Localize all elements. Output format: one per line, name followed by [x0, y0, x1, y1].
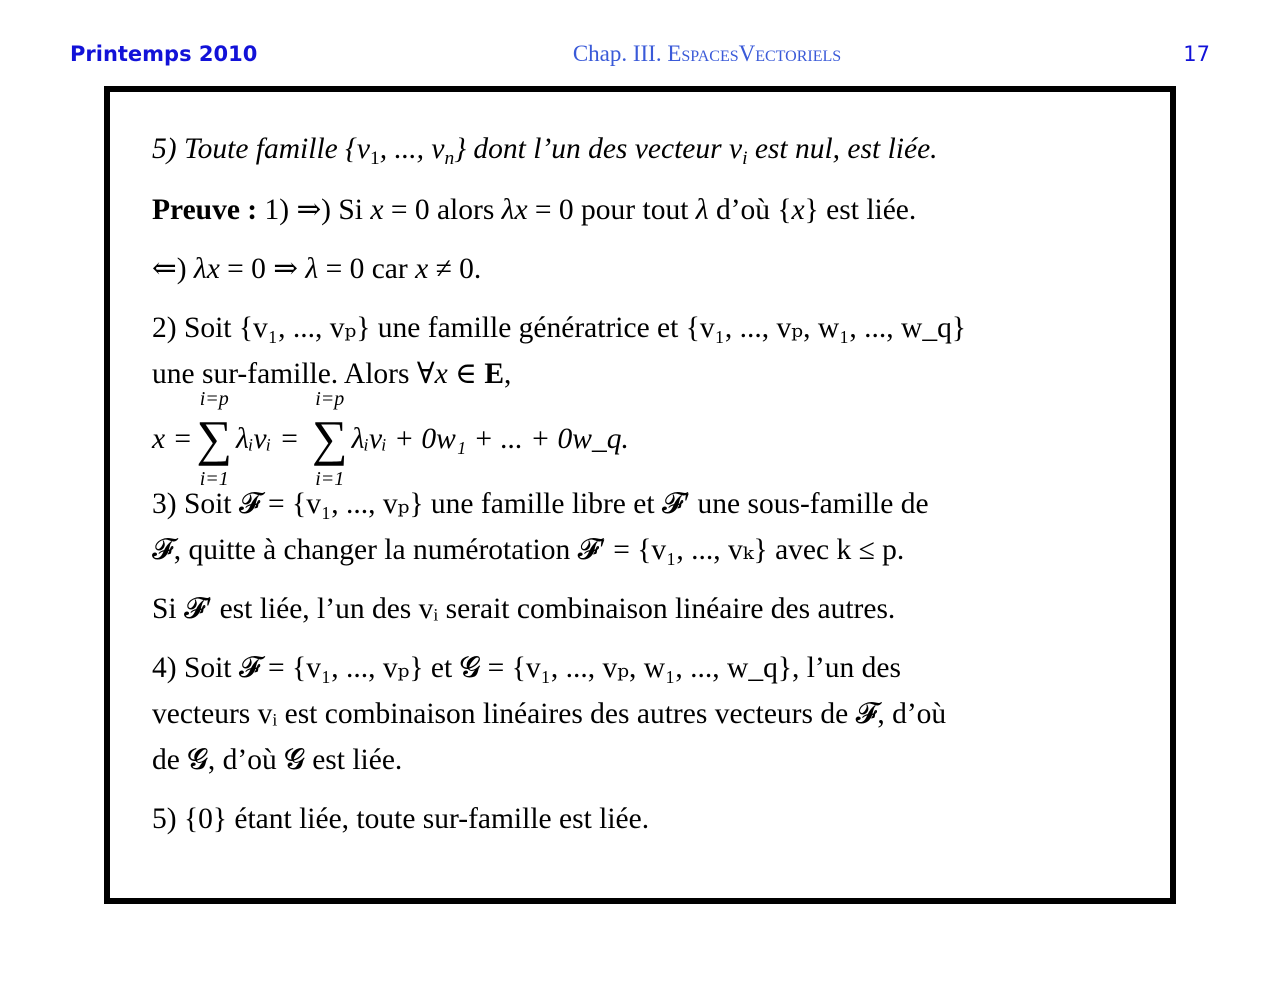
proof-part-1: Preuve : 1) ⇒) Si x = 0 alors λx = 0 pour tout λ d’où {x} est liée. — [152, 194, 917, 226]
sum-operator-1: i=p ∑ i=1 — [196, 388, 233, 490]
page-number: 17 — [1183, 42, 1210, 66]
proof-part-3: 3) Soit 𝓕 = {v₁, ..., vₚ} une famille libre et 𝓕′ une sous-famille de 𝓕, quitte à changer la numérotation 𝓕′ = {v₁, ..., vₖ} avec k ≤ p. — [152, 488, 929, 566]
header-date: Printemps 2010 — [70, 42, 258, 66]
proof-part-3-conclusion: Si 𝓕′ est liée, l’un des vᵢ serait combinaison linéaire des autres. — [152, 593, 896, 625]
proof-part-1-converse: ⇐) λx = 0 ⇒ λ = 0 car x ≠ 0. — [152, 253, 482, 285]
proof-label: Preuve : — [152, 194, 258, 226]
slide-header — [0, 38, 1280, 72]
sum-operator-2: i=p ∑ i=1 — [311, 388, 348, 490]
proof-content — [152, 126, 1140, 855]
sum-equation: x = i=p ∑ i=1 λᵢvᵢ = i=p ∑ i=1 λᵢvᵢ + 0w₁ + ... + 0w_q. — [152, 388, 629, 490]
header-chapter-title: Chap. III. EspacesVectoriels — [572, 41, 842, 66]
claim-5: 5) Toute famille {$v_1$, ..., $v_n$} dont l’un des vecteur $v_i$ est nul, est liée. — [152, 133, 938, 170]
proof-part-4: 4) Soit 𝓕 = {v₁, ..., vₚ} et 𝓖 = {v₁, ..., vₚ, w₁, ..., w_q}, l’un des vecteurs vᵢ est combinaison linéaires des autres vecteurs de 𝓕, d’où de 𝓖, d’où 𝓖 est liée. — [152, 652, 947, 776]
proof-box — [104, 86, 1176, 904]
proof-part-2: 2) Soit {v₁, ..., vₚ} une famille génératrice et {v₁, ..., vₚ, w₁, ..., w_q} une sur-famille. Alors ∀x ∈ E, x = i=p ∑ i=1 λᵢvᵢ = i=p ∑ i=1 λᵢvᵢ + 0w₁ + ... + 0w_q. — [152, 305, 1140, 493]
proof-part-5: 5) {0} étant liée, toute sur-famille est liée. — [152, 803, 650, 835]
